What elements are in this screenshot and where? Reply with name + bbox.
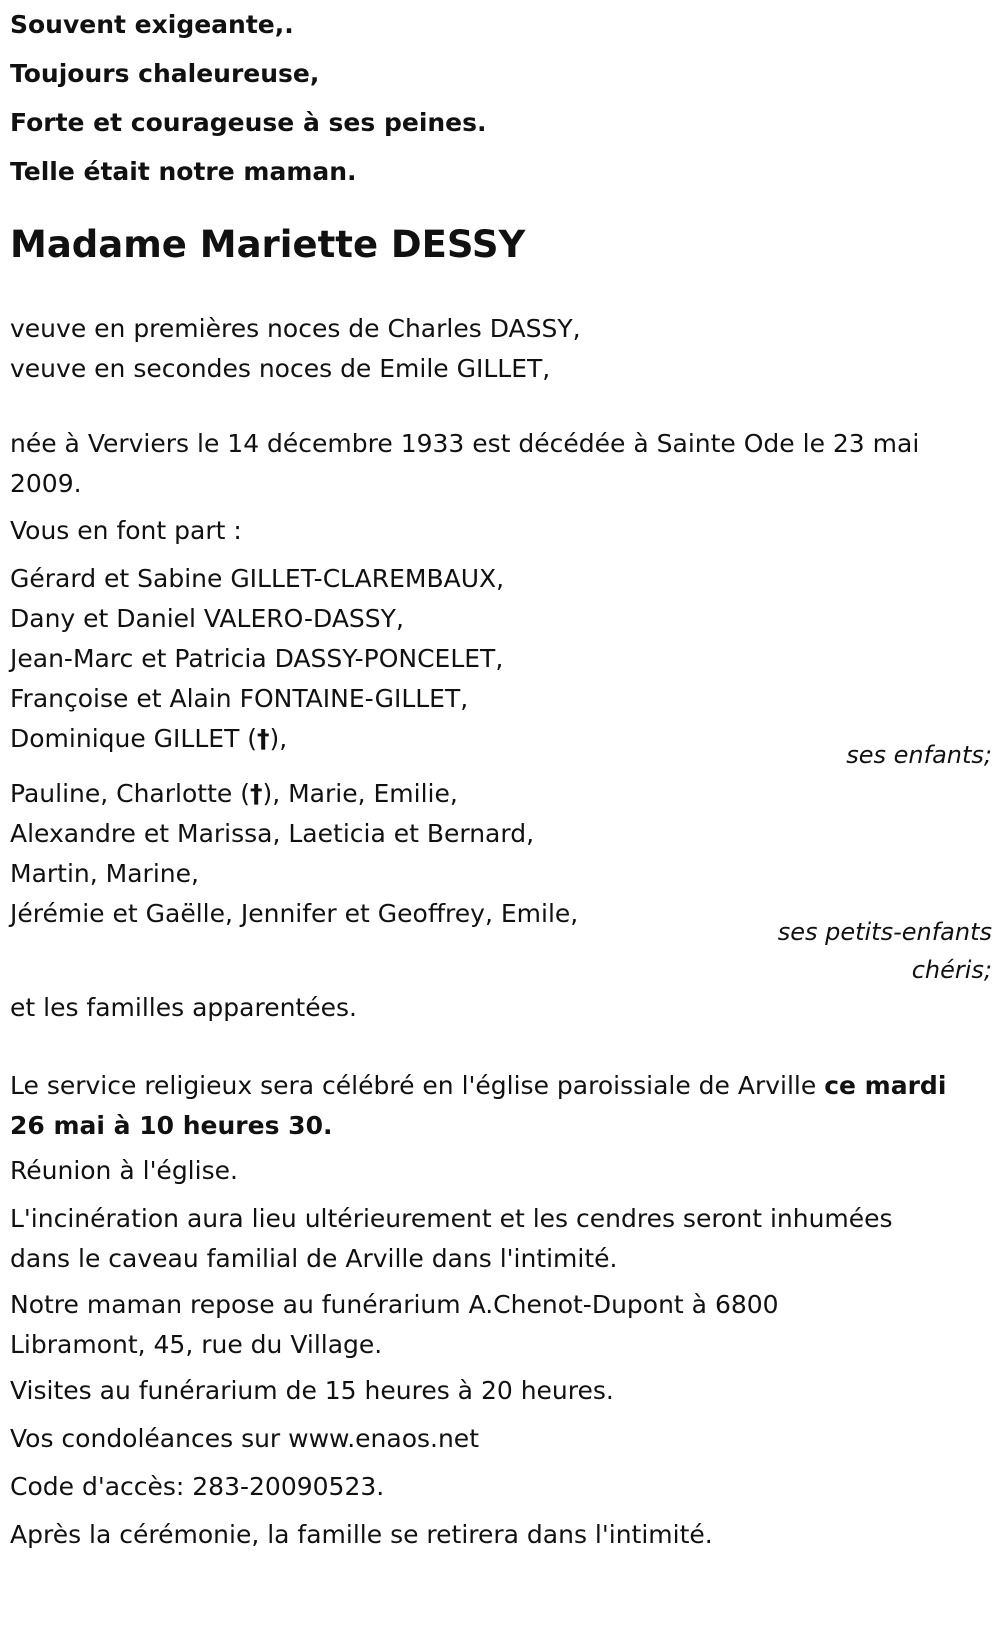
child-name-text: Dominique GILLET ( [10,724,258,753]
widow-line: veuve en premières noces de Charles DASSY, [10,314,581,343]
incineration-statement: L'incinération aura lieu ultérieurement et les cendres seront inhumées dans le caveau familial de Arville dans l'intimité. [10,1204,893,1273]
grandchildren-list [10,774,990,934]
grandchild-name-text: Pauline, Charlotte ( [10,779,250,808]
grandchild-line [10,774,990,814]
poem-line: Telle était notre maman. [10,157,357,186]
grandchild-line: Alexandre et Marissa, Laeticia et Bernard, [10,819,535,848]
condolences-line: Vos condoléances sur www.enaos.net [10,1424,479,1453]
grandchild-name-text: ), Marie, Emilie, [262,779,458,808]
widow-line: veuve en secondes noces de Emile GILLET, [10,354,551,383]
child-line: Gérard et Sabine GILLET-CLAREMBAUX, [10,564,505,593]
families-line: et les familles apparentées. [10,993,357,1022]
cross-icon: † [249,779,263,808]
deceased-name: Madame Mariette DESSY [10,223,526,266]
poem-line: Forte et courageuse à ses peines. [10,108,487,137]
service-statement [10,1066,960,1146]
child-line: Jean-Marc et Patricia DASSY-PONCELET, [10,644,504,673]
access-code-line: Code d'accès: 283-20090523. [10,1472,385,1501]
grandchildren-role-line: chéris; [911,956,992,984]
cross-icon: † [257,724,270,753]
poem-line: Souvent exigeante,. [10,10,294,39]
child-line: Françoise et Alain FONTAINE-GILLET, [10,684,469,713]
closing-line: Après la cérémonie, la famille se retirera dans l'intimité. [10,1520,713,1549]
reunion-line: Réunion à l'église. [10,1156,238,1185]
grandchild-line: Jérémie et Gaëlle, Jennifer et Geoffrey, Emile, [10,899,579,928]
poem [10,0,990,196]
grandchildren-role-line: ses petits-enfants [777,918,992,946]
funerarium-statement: Notre maman repose au funérarium A.Chenot-Dupont à 6800 Libramont, 45, rue du Village. [10,1290,779,1359]
announce-line: Vous en font part : [10,516,242,545]
service-datetime: ce mardi 26 mai à 10 heures 30. [10,1071,947,1140]
service-text: Le service religieux sera célébré en l'église paroissiale de Arville [10,1071,825,1100]
child-line: Dany et Daniel VALERO-DASSY, [10,604,404,633]
widow-statement [10,309,990,389]
visits-line: Visites au funérarium de 15 heures à 20 heures. [10,1376,614,1405]
birth-death-statement: née à Verviers le 14 décembre 1933 est décédée à Sainte Ode le 23 mai 2009. [10,429,920,498]
children-role: ses enfants; [846,741,992,769]
children-list [10,559,990,759]
child-name-text: ), [269,724,288,753]
poem-line: Toujours chaleureuse, [10,59,320,88]
grandchildren-role [692,913,992,989]
grandchild-line: Martin, Marine, [10,859,199,888]
